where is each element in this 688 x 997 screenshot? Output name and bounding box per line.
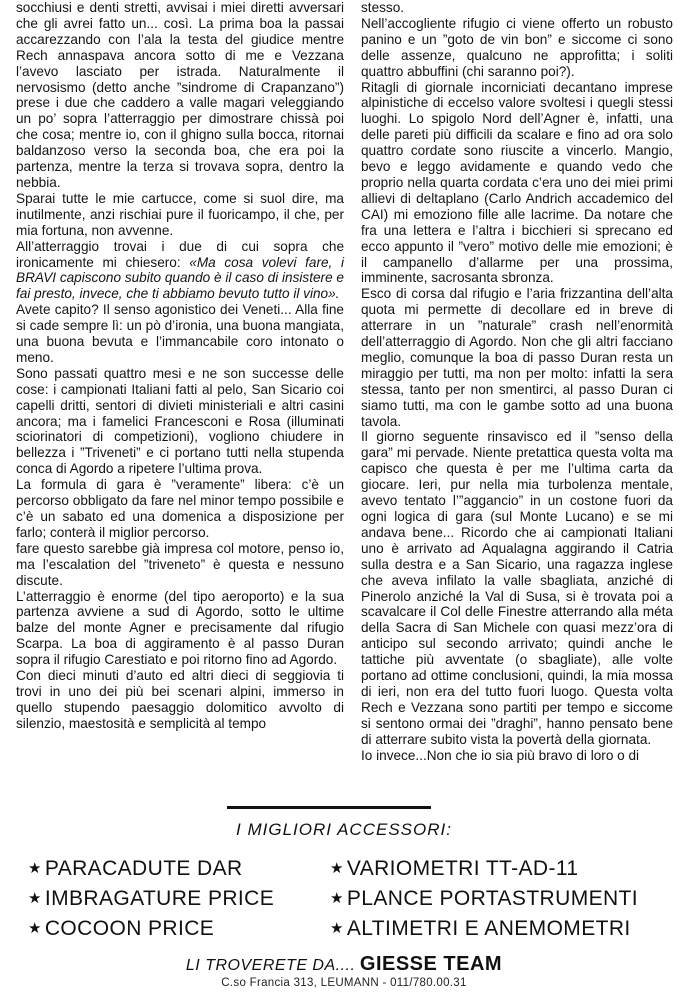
article-paragraph: La formula di gara è ”veramente” libera: c’è un percorso obbligato da fare nel minor tempo possibile e c’è un sabato ed una domenica a disposizione per farlo; conterà il miglior percorso. <box>16 477 344 540</box>
article-right-column <box>361 0 673 764</box>
advert-footer-lead: LI TROVERETE DA.... <box>185 957 356 974</box>
article-paragraph: Avete capito? Il senso agonistico dei Veneti... Alla fine si cade sempre lì: un pò d’ironia, una buona mangiata, una buona bevuta e l’immancabile coro intonato o meno. <box>16 302 344 365</box>
advert-item-label: VARIOMETRI TT-AD-11 <box>346 857 579 880</box>
advert-title: I MIGLIORI ACCESSORI: <box>236 820 452 839</box>
star-icon: ★ <box>28 860 42 877</box>
advert-footer <box>0 953 688 976</box>
advert-item <box>28 915 274 945</box>
article-paragraph: Nell’accogliente rifugio ci viene offerto un robusto panino e un ”goto de vin bon” e siccome ci sono delle assenze, qualcuno ne approfitta; i soliti quattro abbuffini (chi saranno poi?). <box>361 15 673 79</box>
article-paragraph: stesso. <box>361 0 405 15</box>
article-paragraph: Il giorno seguente rinsavisco ed il ”senso della gara” mi pervade. Niente pretattica questa volta ma capisco che questa è per me l’ultima carta da giocare. Ieri, pur nella mia turbolenza mentale, avevo tentato l’”aggancio” in un costone fuori da ogni logica di gara (sul Monte Lucano) e se mi andava bene... Ricordo che ai campionati Italiani uno è arrivato ad Aqualagna aggirando il Catria sulla destra e a San Sicario, una ragazza inglese che aveva infilato la valle sbagliata, anziché di Pinerolo anziché la Val di Susa, si è trovata poi a scavalcare il Col delle Finestre atterrando alla méta della Sacra di San Michele con quasi mezz’ora di anticipo sul secondo arrivato; quindi anche le tattiche più avventate (o sbagliate), alle volte portano ad ottime conclusioni, quindi, la mia mossa di ieri, non era del tutto fuori luogo. Questa volta Rech e Vezzana sono partiti per tempo e siccome si sentono ormai dei ”draghi”, hanno pensato bene di atterrare subito vista la povertà della giornata. <box>361 429 673 747</box>
article-paragraph: L’atterraggio è enorme (del tipo aeroporto) e la sua partenza avviene a sud di Agordo, sotto le ultime balze del monte Agner e precisamente dal rifugio Scarpa. La boa di aggiramento è al passo Duran sopra il rifugio Carestiato e poi ritorno fino ad Agordo. <box>16 588 344 668</box>
advert-brand: GIESSE TEAM <box>359 953 503 975</box>
article-paragraph: Io invece...Non che io sia più bravo di loro o di <box>361 747 640 763</box>
advert-item-label: PLANCE PORTASTRUMENTI <box>346 887 639 910</box>
article-paragraph-lead: All’atterraggio trovai i due di cui sopra che ironicamente mi chiesero: <box>16 238 344 270</box>
advert-divider <box>227 806 431 809</box>
advert-list-right <box>330 855 638 945</box>
article-paragraph: Sono passati quattro mesi e ne son successe delle cose: i campionati Italiani fatti al pelo, San Sicario coi capelli dritti, sentori di divieti ministeriali e altri casini ancora; ma i famelici Francesconi e Rosa (illuminati sciorinatori di competizioni), vogliono chiudere in bellezza i ”Triveneti” e ci portano tutti nella stupenda conca di Agordo a ripetere l’ultima prova. <box>16 365 344 477</box>
star-icon: ★ <box>28 920 42 937</box>
advert-item <box>28 885 274 915</box>
advert-item-label: ALTIMETRI E ANEMOMETRI <box>346 917 631 940</box>
advert-item <box>330 915 638 945</box>
article-paragraph: socchiusi e denti stretti, avvisai i miei diretti avversari che gli avrei fatto un... così. La prima boa la passai accarezzando con l’ala la testa del giudice mentre Rech annaspava ancora sotto di me e Vezzana l’avevo lasciato per istrada. Naturalmente il nervosismo (detto anche ”sindrome di Crapanzano”) prese i due che caddero a valle magari veleggiando un po’ sopra l’atterraggio per dimostrare chissà poi che cosa; mentre io, con il ghigno sulla bocca, ritornai baldanzoso verso la seconda boa, che era poi la partenza, mentre la terza si trovava sopra, dentro la nebbia. <box>16 0 344 190</box>
advert-item-label: COCOON PRICE <box>44 917 215 940</box>
advert-item <box>28 855 274 885</box>
star-icon: ★ <box>330 860 344 877</box>
star-icon: ★ <box>330 890 344 907</box>
advert-list-left <box>28 855 274 945</box>
article-paragraph: Esco di corsa dal rifugio e l’aria frizzantina dell’alta quota mi permette di decollare ed in breve di atterrare in un ”naturale” crash nell’enormità dell’atterraggio di Agordo. Non che gli altri facciano meglio, comunque la boa di passo Duran resta un miraggio per tutti, ma non per molto: infatti la sera stessa, tanto per non smentirci, al passo Duran ci siamo tutti, ma con le gambe sotto ad una buona tavola. <box>361 286 673 429</box>
star-icon: ★ <box>330 920 344 937</box>
star-icon: ★ <box>28 890 42 907</box>
article-paragraph: Sparai tutte le mie cartucce, come si suol dire, ma inutilmente, anzi rischiai pure il fuoricampo, il che, per mia fortuna, non avvenne. <box>16 190 344 238</box>
article-left-column <box>16 0 344 732</box>
advert-item-label: IMBRAGATURE PRICE <box>44 887 275 910</box>
advert-item <box>330 855 638 885</box>
advert-item-label: PARACADUTE DAR <box>44 857 243 880</box>
advert-address: C.so Francia 313, LEUMANN - 011/780.00.31 <box>221 977 467 989</box>
article-paragraph: Con dieci minuti d’auto ed altri dieci di seggiovia ti trovi in uno dei più bei scenari alpini, immerso in quello stupendo paesaggio dolomitico avvolto di silenzio, maestosità e semplicità al tempo <box>16 668 344 731</box>
article-paragraph: fare questo sarebbe già impresa col motore, penso io, ma l’escalation del ”triveneto” è questa e nessuno discute. <box>16 540 344 588</box>
article-paragraph: Ritagli di giornale incorniciati decantano imprese alpinistiche di eccelso valore svoltesi i quegli stessi luoghi. Lo spigolo Nord dell’Agner è, infatti, una delle pareti più difficili da scalare e fino ad ora solo quattro cordate sono riuscite a vincerlo. Mangio, bevo e leggo avidamente e quando vedo che proprio nella quarta cordata c’era uno dei miei primi allievi di deltaplano (Carlo Andrich accademico del CAI) mi emoziono fille alle lacrime. Da notare che fra una lettera e l’altra i bicchieri si sprecano ed ecco appunto il ”vero” motivo delle mie emozioni; è il campanello d’allarme per una prossima, imminente, sacrosanta sbronza. <box>361 79 673 286</box>
article-quote: «Ma cosa volevi fare, i BRAVI capiscono subito quando è il caso di insistere e fai presto, invece, che ti abbiamo bevuto tutto il vino». <box>16 254 344 302</box>
article-paragraph-with-quote <box>16 239 344 303</box>
advert-item <box>330 885 638 915</box>
